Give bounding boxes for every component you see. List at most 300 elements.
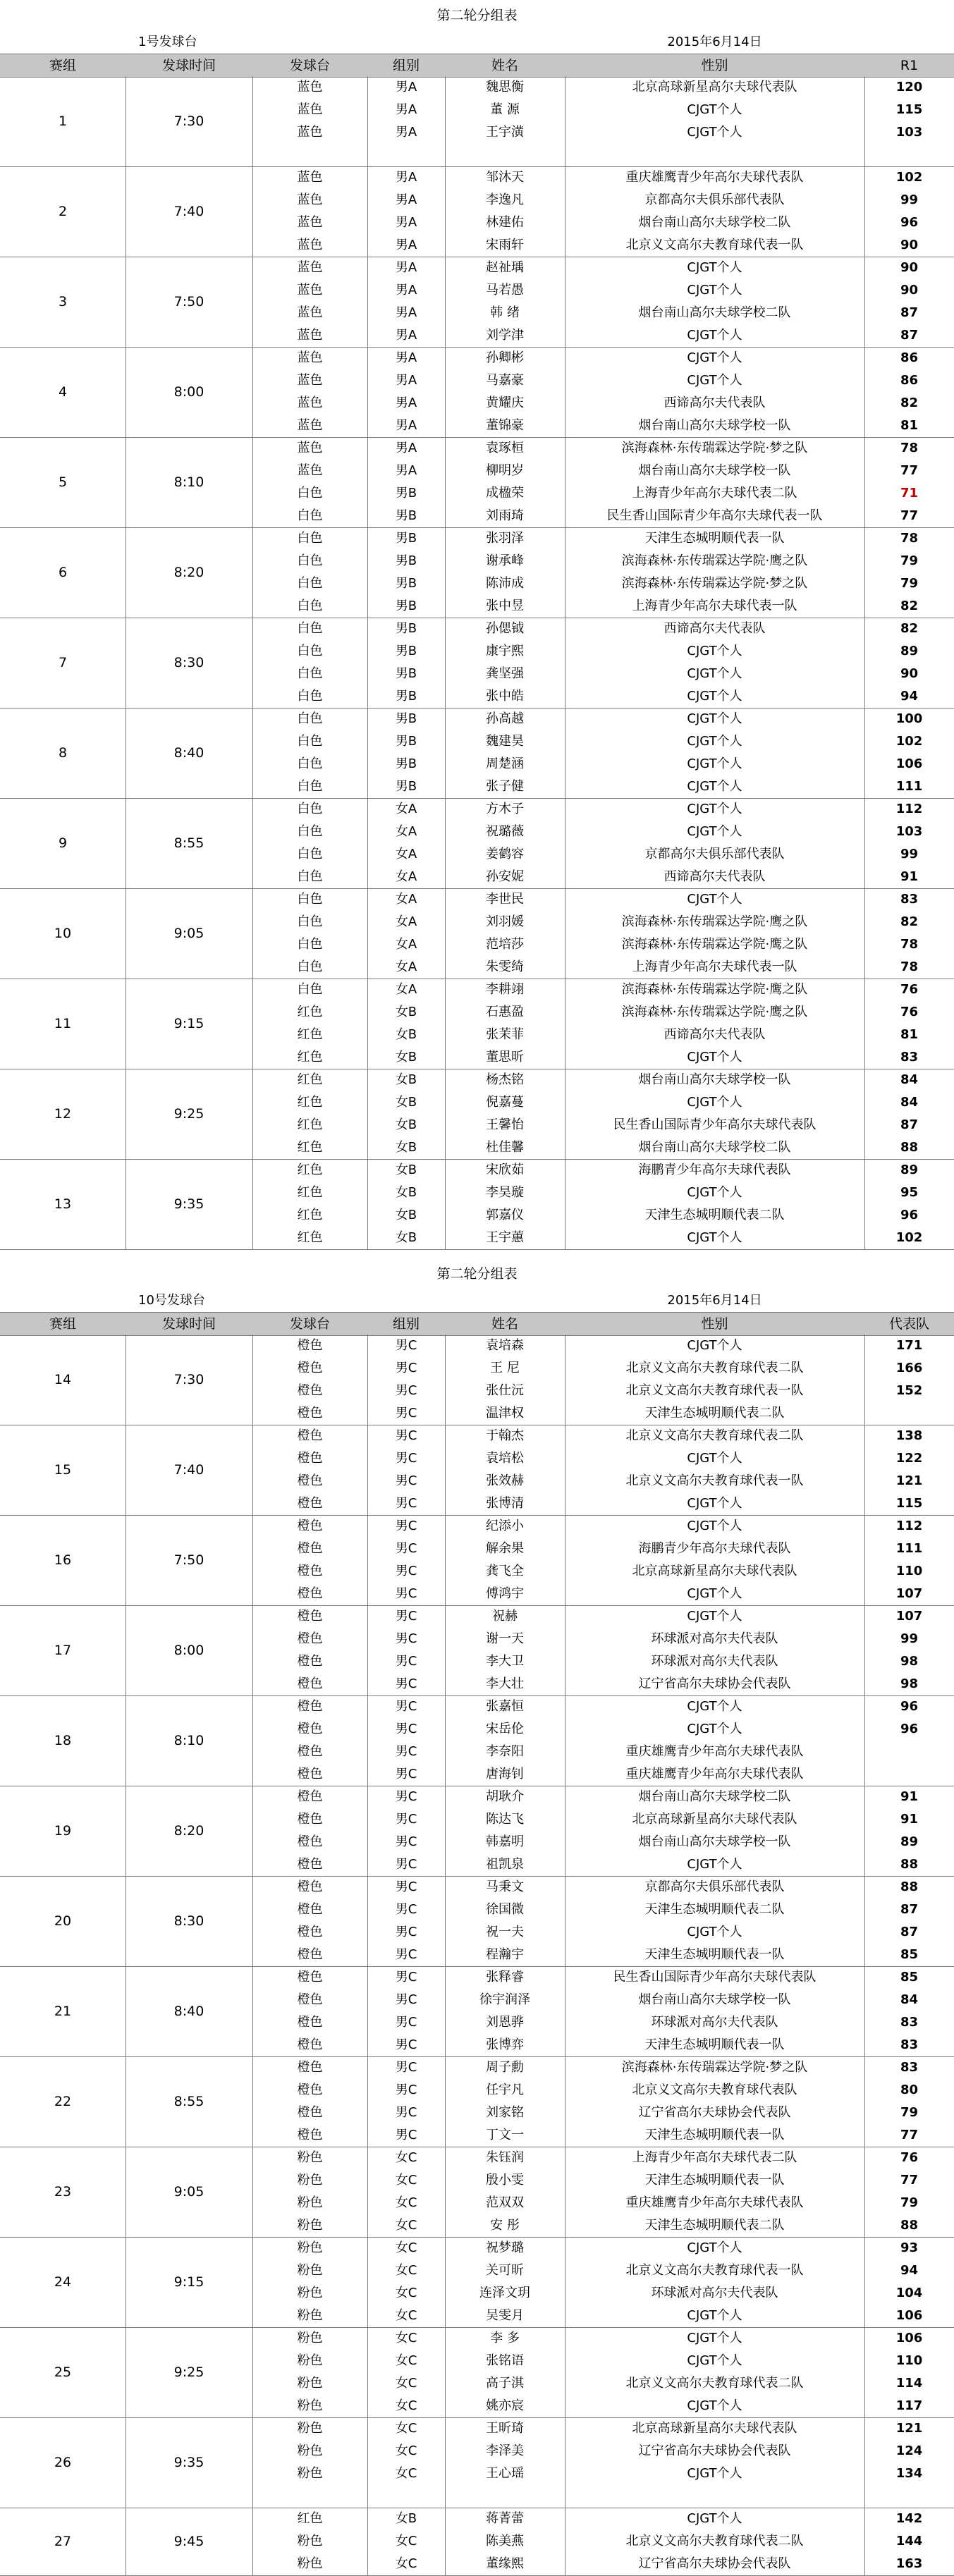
player-name: 李世民 [486, 892, 524, 907]
team-name: 滨海森林·东传瑞霖达学院·鹰之队 [621, 1005, 808, 1019]
grid-line [367, 2508, 368, 2575]
team-name: CJGT个人 [687, 666, 742, 681]
grid-line [445, 1966, 446, 2056]
team-name: CJGT个人 [687, 2353, 742, 2368]
division: 女C [395, 2466, 417, 2481]
tee-color: 蓝色 [297, 80, 323, 94]
division: 女A [395, 824, 417, 839]
score: 103 [895, 824, 923, 839]
tee-color: 蓝色 [297, 305, 323, 320]
player-row [0, 2395, 954, 2417]
schedule-group [0, 798, 954, 889]
player-row [0, 99, 954, 121]
division: 男C [395, 1992, 417, 2007]
schedule-group [0, 2056, 954, 2147]
group-number: 9 [58, 835, 68, 851]
team-name: 天津生态城明顺代表一队 [644, 2128, 785, 2142]
group-number: 10 [54, 926, 72, 941]
player-name: 魏建昊 [486, 734, 524, 749]
team-name: 北京义文高尔夫教育球代表二队 [625, 1428, 804, 1443]
player-name: 张嘉恒 [486, 1699, 524, 1714]
tee-time: 9:35 [173, 1196, 204, 1212]
division: 女C [395, 2263, 417, 2278]
grid-line [445, 2147, 446, 2237]
score: 111 [895, 1541, 923, 1556]
player-name: 董缘熙 [486, 2556, 524, 2571]
team-name: 天津生态城明顺代表一队 [644, 1947, 785, 1962]
group-number: 22 [54, 2094, 72, 2109]
division: 女C [395, 2556, 417, 2571]
player-name: 王心瑶 [486, 2466, 524, 2481]
score: 100 [895, 711, 923, 726]
grid-line [367, 2147, 368, 2237]
score: 171 [895, 1338, 923, 1353]
tee-color: 橙色 [297, 2060, 323, 2075]
grid-line [445, 1786, 446, 1876]
player-name: 刘恩骅 [486, 2015, 524, 2030]
grid-line [252, 257, 253, 347]
tee-color: 白色 [297, 621, 323, 636]
tee-color: 橙色 [297, 1812, 323, 1827]
grid-line [252, 1515, 253, 1605]
player-row [0, 1673, 954, 1695]
grid-line [445, 166, 446, 257]
team-name: 天津生态城明顺代表一队 [644, 531, 785, 546]
score: 84 [900, 1095, 919, 1110]
player-row [0, 2462, 954, 2485]
division: 男A [395, 283, 417, 298]
tee-color: 粉色 [297, 2240, 323, 2255]
score: 80 [900, 2083, 919, 2097]
player-row [0, 1876, 954, 1899]
score: 77 [900, 463, 919, 478]
tee-time: 7:50 [173, 294, 204, 309]
player-name: 朱钰润 [486, 2150, 524, 2165]
division: 男A [395, 170, 417, 185]
player-name: 孙高越 [486, 711, 524, 726]
score: 79 [900, 2195, 919, 2210]
player-row [0, 234, 954, 257]
column-header: 发球台 [289, 1316, 330, 1332]
grid-line [367, 979, 368, 1069]
group-number: 27 [54, 2534, 72, 2549]
tee-color: 粉色 [297, 2421, 323, 2436]
player-row [0, 1853, 954, 1876]
tee-color: 橙色 [297, 1473, 323, 1488]
score: 79 [900, 553, 919, 568]
tee-color: 红色 [297, 1117, 323, 1132]
tee-color: 橙色 [297, 2015, 323, 2030]
team-name: CJGT个人 [687, 260, 742, 275]
column-header: 性别 [701, 1316, 728, 1332]
tee-color: 橙色 [297, 2105, 323, 2120]
player-row [0, 1380, 954, 1402]
tee-color: 白色 [297, 959, 323, 974]
score: 77 [900, 2128, 919, 2142]
tee-color: 白色 [297, 982, 323, 997]
tee-time: 8:30 [173, 1913, 204, 1929]
player-name: 姚亦宸 [486, 2398, 524, 2413]
tee-color: 橙色 [297, 1361, 323, 1375]
grid-line [252, 437, 253, 527]
tee-color: 蓝色 [297, 102, 323, 117]
tee-color: 橙色 [297, 1879, 323, 1894]
tee-color: 蓝色 [297, 328, 323, 343]
player-row [0, 1046, 954, 1069]
tee-time: 7:30 [173, 1372, 204, 1387]
division: 男B [395, 666, 417, 681]
score: 86 [900, 350, 919, 365]
team-name: CJGT个人 [687, 824, 742, 839]
team-name: CJGT个人 [687, 734, 742, 749]
division: 男C [395, 2037, 417, 2052]
player-row [0, 527, 954, 550]
player-row [0, 2530, 954, 2553]
player-name: 倪嘉蔓 [486, 1095, 524, 1110]
tee-color: 粉色 [297, 2195, 323, 2210]
player-name: 张子健 [486, 779, 524, 794]
score: 99 [900, 1631, 919, 1646]
team-name: CJGT个人 [687, 2511, 742, 2526]
tee-color: 白色 [297, 869, 323, 884]
division: 女B [395, 2511, 417, 2526]
player-row [0, 166, 954, 189]
schedule-group [0, 1605, 954, 1696]
group-number: 19 [54, 1823, 72, 1839]
tee-color: 白色 [297, 553, 323, 568]
player-row [0, 550, 954, 572]
grid-line [445, 1069, 446, 1159]
group-number: 3 [58, 294, 68, 309]
player-row [0, 933, 954, 956]
grid-line [252, 2417, 253, 2508]
team-name: 上海青少年高尔夫球代表一队 [632, 959, 797, 974]
team-name: 环球派对高尔夫代表队 [651, 2286, 778, 2300]
tee-color: 橙色 [297, 1631, 323, 1646]
division: 男C [395, 1496, 417, 1511]
player-name: 成楹荣 [486, 486, 524, 501]
player-name: 傅鸿宇 [486, 1586, 524, 1601]
player-name: 孙安妮 [486, 869, 524, 884]
player-row [0, 189, 954, 211]
player-row [0, 1182, 954, 1204]
player-row [0, 1159, 954, 1182]
grid-line [367, 798, 368, 888]
team-name: CJGT个人 [687, 1230, 742, 1245]
tee-label: 10号发球台 [138, 1293, 205, 1308]
grid-line [864, 257, 865, 347]
player-row [0, 1470, 954, 1492]
tee-color: 红色 [297, 1163, 323, 1177]
player-name: 徐国微 [486, 1902, 524, 1917]
player-row [0, 369, 954, 392]
division: 女B [395, 1117, 417, 1132]
division: 女A [395, 937, 417, 952]
grid-line [445, 1605, 446, 1695]
player-row [0, 2124, 954, 2147]
division: 女C [395, 2173, 417, 2188]
tee-color: 橙色 [297, 1338, 323, 1353]
tee-color: 白色 [297, 666, 323, 681]
tee-color: 蓝色 [297, 283, 323, 298]
division: 男C [395, 1564, 417, 1578]
team-name: CJGT个人 [687, 689, 742, 704]
tee-color: 白色 [297, 802, 323, 816]
player-row [0, 888, 954, 911]
team-name: CJGT个人 [687, 328, 742, 343]
tee-label: 1号发球台 [138, 35, 197, 49]
division: 男B [395, 599, 417, 613]
tee-color: 蓝色 [297, 463, 323, 478]
grid-line [367, 888, 368, 979]
player-name: 张博弈 [486, 2037, 524, 2052]
score: 81 [900, 1027, 919, 1042]
player-row [0, 121, 954, 144]
grid-line [252, 1605, 253, 1695]
division: 男B [395, 779, 417, 794]
score: 144 [895, 2534, 923, 2549]
schedule-group [0, 1876, 954, 1967]
score: 88 [900, 1879, 919, 1894]
team-name: CJGT个人 [687, 1519, 742, 1533]
tee-color: 橙色 [297, 1925, 323, 1939]
player-row [0, 1357, 954, 1380]
team-name: 环球派对高尔夫代表队 [651, 1631, 778, 1646]
tee-color: 橙色 [297, 1722, 323, 1736]
player-name: 李耕翊 [486, 982, 524, 997]
division: 女A [395, 802, 417, 816]
score: 78 [900, 441, 919, 455]
grid-line [864, 1695, 865, 1786]
division: 女B [395, 1140, 417, 1155]
schedule-group [0, 257, 954, 348]
team-name: CJGT个人 [687, 1050, 742, 1065]
column-header: 组别 [392, 58, 420, 73]
player-name: 范培莎 [486, 937, 524, 952]
grid-line [252, 2056, 253, 2147]
division: 女A [395, 847, 417, 861]
grid-line [445, 1425, 446, 1515]
grid-line [367, 1695, 368, 1786]
team-name: 民生香山国际青少年高尔夫球代表队 [613, 1970, 817, 1985]
tee-color: 蓝色 [297, 418, 323, 433]
score: 103 [895, 125, 923, 140]
player-name: 陈沛成 [486, 576, 524, 591]
date-label: 2015年6月14日 [667, 35, 762, 49]
player-row [0, 1899, 954, 1921]
player-row [0, 482, 954, 505]
player-row [0, 1024, 954, 1046]
schedule-group [0, 2147, 954, 2238]
team-name: 西谛高尔夫代表队 [663, 869, 766, 884]
division: 女A [395, 892, 417, 907]
score: 83 [900, 2037, 919, 2052]
grid-line [864, 798, 865, 888]
schedule-group [0, 2237, 954, 2328]
player-name: 王馨怡 [486, 1117, 524, 1132]
player-row [0, 1335, 954, 1357]
player-row [0, 979, 954, 1001]
player-name: 朱雯绮 [486, 959, 524, 974]
tee-color: 粉色 [297, 2308, 323, 2323]
grid-line [445, 1335, 446, 1425]
player-row [0, 1560, 954, 1583]
tee-color: 红色 [297, 1072, 323, 1087]
division: 男C [395, 1519, 417, 1533]
player-name: 程瀚宇 [486, 1947, 524, 1962]
tee-color: 橙色 [297, 1834, 323, 1849]
player-row [0, 76, 954, 99]
player-row [0, 211, 954, 234]
player-name: 范双双 [486, 2195, 524, 2210]
division: 男C [395, 1902, 417, 1917]
tee-color: 红色 [297, 1140, 323, 1155]
team-name: CJGT个人 [687, 1496, 742, 1511]
player-row [0, 2282, 954, 2305]
score: 82 [900, 599, 919, 613]
division: 女C [395, 2443, 417, 2458]
column-header: R1 [900, 58, 919, 73]
tee-color: 橙色 [297, 1586, 323, 1601]
grid-line [864, 527, 865, 618]
tee-color: 橙色 [297, 1676, 323, 1691]
player-row [0, 798, 954, 821]
team-name: 北京义文高尔夫教育球代表二队 [625, 2534, 804, 2549]
player-name: 陈达飞 [486, 1812, 524, 1827]
tee-color: 蓝色 [297, 215, 323, 230]
player-name: 徐宇润泽 [479, 1992, 530, 2007]
tee-time: 7:40 [173, 204, 204, 219]
player-name: 祖凯泉 [486, 1857, 524, 1872]
group-number: 18 [54, 1733, 72, 1748]
score: 83 [900, 892, 919, 907]
grid-line [252, 2237, 253, 2327]
team-name: 辽宁省高尔夫球协会代表队 [638, 2556, 791, 2571]
column-header: 赛组 [49, 1316, 76, 1332]
grid-line [367, 76, 368, 166]
grid-line [252, 2327, 253, 2417]
tee-color: 白色 [297, 531, 323, 546]
team-name: 北京义文高尔夫教育球代表一队 [625, 2263, 804, 2278]
player-name: 王 尼 [490, 1361, 520, 1375]
player-row [0, 2350, 954, 2372]
grid-line [367, 2056, 368, 2147]
division: 女A [395, 982, 417, 997]
team-name: 北京义文高尔夫教育球代表一队 [625, 1473, 804, 1488]
score: 87 [900, 1925, 919, 1939]
grid-line [445, 2327, 446, 2417]
division: 男C [395, 1744, 417, 1759]
tee-color: 橙色 [297, 1609, 323, 1624]
team-name: 滨海森林·东传瑞霖达学院·鹰之队 [621, 982, 808, 997]
score: 106 [895, 2308, 923, 2323]
grid-line [367, 1966, 368, 2056]
player-name: 刘家铭 [486, 2105, 524, 2120]
score: 91 [900, 869, 919, 884]
player-row [0, 618, 954, 640]
division: 女C [395, 2218, 417, 2233]
score [864, 1763, 954, 1786]
player-name: 马秉文 [486, 1879, 524, 1894]
tee-color: 蓝色 [297, 238, 323, 252]
player-row [0, 1628, 954, 1650]
team-name: 天津生态城明顺代表一队 [644, 2173, 785, 2188]
team-name: 重庆雄鹰青少年高尔夫球代表队 [625, 170, 804, 185]
score: 106 [895, 2331, 923, 2345]
section-title: 第二轮分组表 [436, 8, 518, 23]
division: 男C [395, 1834, 417, 1849]
group-number: 14 [54, 1372, 72, 1387]
player-row [0, 911, 954, 933]
player-row [0, 2553, 954, 2575]
player-row [0, 1538, 954, 1560]
player-name: 方木子 [486, 802, 524, 816]
team-name: 烟台南山高尔夫球学校一队 [638, 1992, 791, 2007]
team-name: CJGT个人 [687, 1609, 742, 1624]
player-row [0, 1605, 954, 1628]
team-name: 京都高尔夫俱乐部代表队 [644, 847, 785, 861]
team-name: CJGT个人 [687, 802, 742, 816]
score: 142 [895, 2511, 923, 2526]
player-name: 张茉菲 [486, 1027, 524, 1042]
player-row [0, 685, 954, 708]
player-row [0, 415, 954, 437]
player-name: 祝赫 [492, 1609, 518, 1624]
player-name: 赵祉瑀 [486, 260, 524, 275]
team-name: 烟台南山高尔夫球学校一队 [638, 463, 791, 478]
player-row [0, 1763, 954, 1786]
team-name: 滨海森林·东传瑞霖达学院·梦之队 [621, 576, 808, 591]
team-name: 北京义文高尔夫教育球代表一队 [625, 238, 804, 252]
division: 男A [395, 305, 417, 320]
team-name: 烟台南山高尔夫球学校二队 [638, 305, 791, 320]
player-name: 董思昕 [486, 1050, 524, 1065]
division: 男C [395, 1699, 417, 1714]
division: 男C [395, 2128, 417, 2142]
tee-time: 7:30 [173, 114, 204, 129]
player-name: 祝梦璐 [486, 2240, 524, 2255]
division: 女B [395, 1027, 417, 1042]
tee-color: 橙色 [297, 1406, 323, 1421]
score: 117 [895, 2398, 923, 2413]
tee-color: 蓝色 [297, 373, 323, 388]
group-number: 2 [58, 204, 68, 219]
score: 114 [895, 2376, 923, 2391]
player-name: 李逸凡 [486, 192, 524, 207]
schedule-group [0, 2327, 954, 2418]
score: 83 [900, 2060, 919, 2075]
grid-line [864, 2508, 865, 2575]
team-name: 北京高球新星高尔夫球代表队 [632, 2421, 797, 2436]
division: 男C [395, 1541, 417, 1556]
division: 男C [395, 1925, 417, 1939]
grid-line [445, 2508, 446, 2575]
score: 78 [900, 937, 919, 952]
player-name: 张中昱 [486, 599, 524, 613]
score: 102 [895, 1230, 923, 1245]
team-name: 天津生态城明顺代表一队 [644, 2037, 785, 2052]
score: 96 [900, 1699, 919, 1714]
tee-time: 9:15 [173, 1016, 204, 1031]
grid-line [367, 166, 368, 257]
tee-color: 粉色 [297, 2534, 323, 2549]
tee-time: 8:10 [173, 474, 204, 490]
tee-color: 红色 [297, 1095, 323, 1110]
player-row [0, 1989, 954, 2011]
group-number: 13 [54, 1196, 72, 1212]
player-name: 张释睿 [486, 1970, 524, 1985]
player-name: 任宇凡 [486, 2083, 524, 2097]
